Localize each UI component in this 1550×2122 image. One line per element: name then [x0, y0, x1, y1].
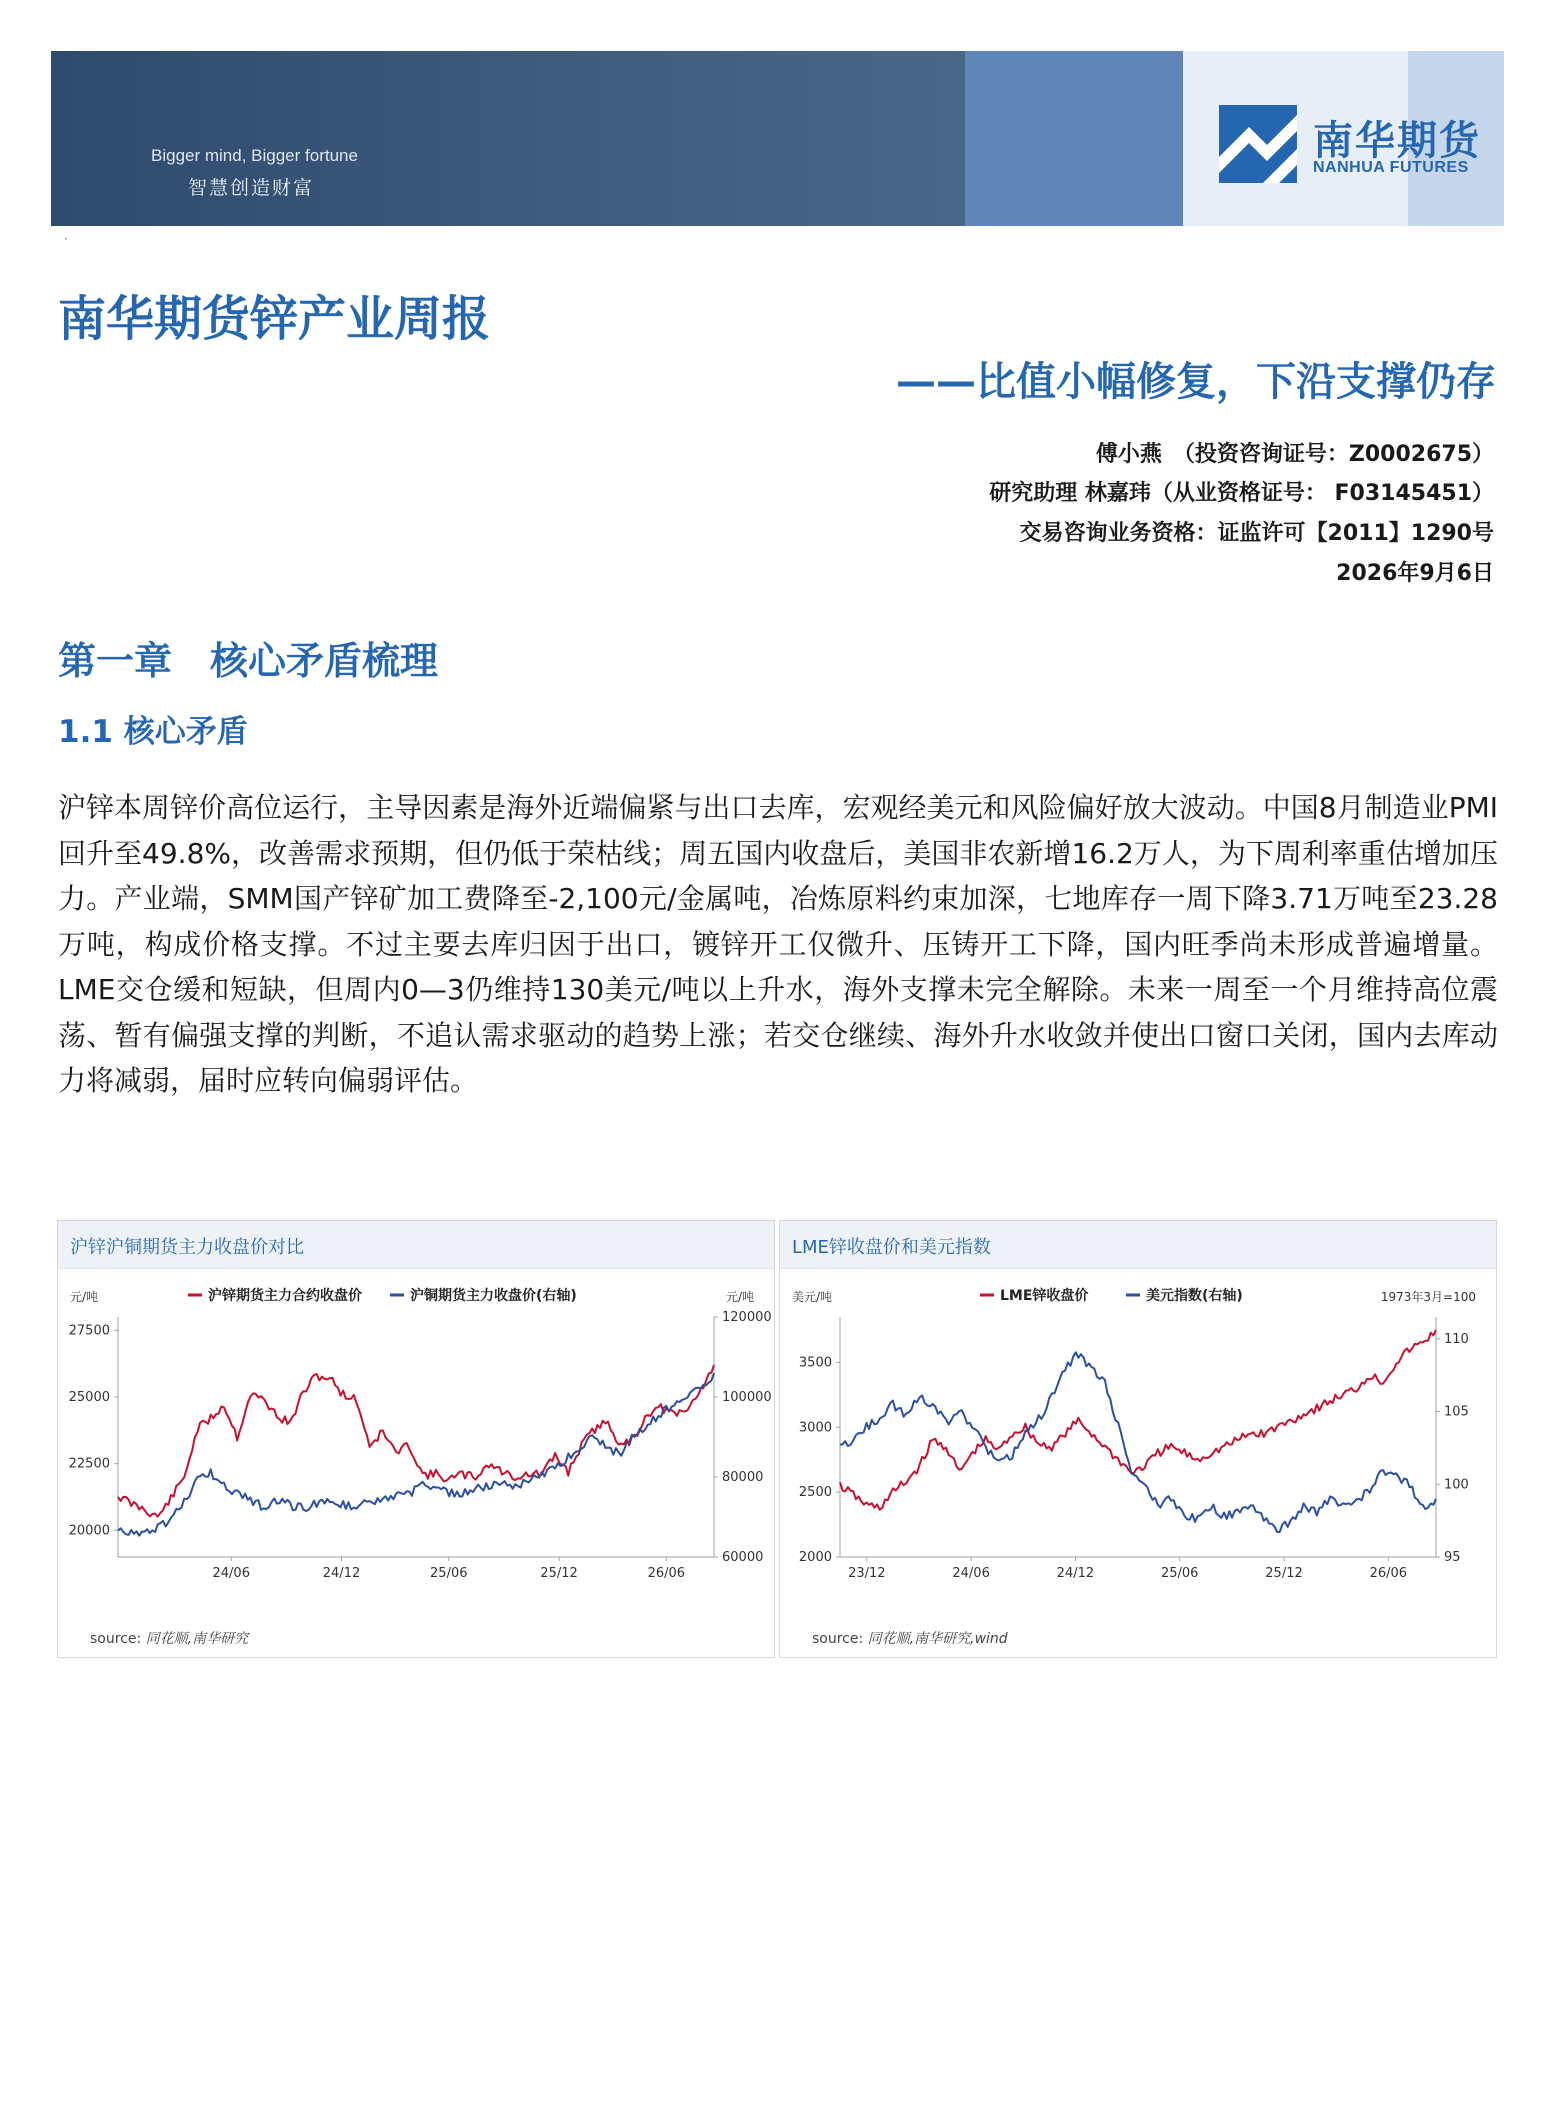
- x-tick-label: 24/06: [212, 1566, 250, 1581]
- y-axis-right-label: 1973年3月=100: [1380, 1290, 1476, 1304]
- legend-label: 沪铜期货主力收盘价(右轴): [410, 1288, 577, 1304]
- y-left-tick-label: 20000: [68, 1523, 110, 1539]
- assistant-line: 研究助理 林嘉玮（从业资格证号： F03145451）: [989, 481, 1494, 506]
- logo-text-chinese: 南华期货: [1313, 118, 1481, 164]
- y-left-tick-label: 3000: [798, 1420, 832, 1436]
- x-tick-label: 26/06: [647, 1566, 686, 1581]
- slogan-chinese: 智慧创造财富: [188, 177, 315, 199]
- page-marker: ·: [64, 232, 68, 246]
- series-line: [118, 1365, 714, 1517]
- x-tick-label: 25/06: [430, 1566, 468, 1581]
- x-tick-label: 25/06: [1160, 1566, 1199, 1581]
- y-axis-left-label: 美元/吨: [792, 1290, 833, 1304]
- y-right-tick-label: 110: [1444, 1331, 1469, 1347]
- source-label: source:: [90, 1631, 142, 1647]
- y-right-tick-label: 105: [1444, 1404, 1469, 1420]
- chart-zinc-copper: [57, 1220, 775, 1658]
- chart-source: [90, 1628, 248, 1648]
- y-right-tick-label: 60000: [722, 1550, 764, 1565]
- y-right-tick-label: 100000: [722, 1390, 772, 1405]
- x-tick-label: 24/06: [952, 1566, 990, 1581]
- x-tick-label: 26/06: [1369, 1566, 1408, 1581]
- header-banner: [51, 51, 1504, 226]
- legend-label: LME锌收盘价: [1000, 1288, 1089, 1304]
- x-tick-label: 24/12: [1056, 1566, 1095, 1581]
- chart-plot: [780, 1269, 1496, 1625]
- section-heading: 1.1 核心矛盾: [58, 714, 248, 750]
- source-label: source:: [812, 1631, 864, 1647]
- license-line: 交易咨询业务资格：证监许可【2011】1290号: [1019, 521, 1494, 546]
- chart-lme-dollar: [779, 1220, 1497, 1658]
- y-left-tick-label: 25000: [68, 1390, 110, 1405]
- x-tick-label: 23/12: [848, 1566, 886, 1581]
- y-right-tick-label: 80000: [722, 1470, 764, 1485]
- report-subtitle: ——比值小幅修复，下沿支撑仍存: [896, 359, 1496, 405]
- x-tick-label: 24/12: [322, 1566, 361, 1581]
- chart-caption: [780, 1221, 1496, 1269]
- series-line: [118, 1373, 714, 1536]
- y-left-tick-label: 2000: [798, 1550, 832, 1565]
- y-axis-right-label: 元/吨: [725, 1290, 754, 1304]
- chart-caption: [58, 1221, 774, 1269]
- legend-label: 美元指数(右轴): [1146, 1288, 1243, 1304]
- y-right-tick-label: 100: [1444, 1477, 1469, 1493]
- y-right-tick-label: 120000: [722, 1310, 772, 1325]
- core-paragraph: 沪锌本周锌价高位运行，主导因素是海外近端偏紧与出口去库，宏观经美元和风险偏好放大波动。中国8月制造业PMI回升至49.8%，改善需求预期，但仍低于荣枯线；周五国内收盘后，美国非农新增16.2万人，为下周利率重估增加压力。产业端，SMM国产锌矿加工费降至-2,100元/金属吨，冶炼原料约束加深，七地库存一周下降3.71万吨至23.28万吨，构成价格支撑。不过主要去库归因于出口，镀锌开工仅微升、压铸开工下降，国内旺季尚未形成普遍增量。LME交仓缓和短缺，但周内0—3仍维持130美元/吨以上升水，海外支撑未完全解除。未来一周至一个月维持高位震荡、暂有偏强支撑的判断，不追认需求驱动的趋势上涨；若交仓继续、海外升水收敛并使出口窗口关闭，国内去库动力将减弱，届时应转向偏弱评估。: [58, 791, 1498, 1097]
- chapter-heading: 第一章 核心矛盾梳理: [58, 639, 439, 683]
- chart-title: LME锌收盘价和美元指数: [792, 1237, 991, 1258]
- source-text: 同花顺,南华研究,wind: [867, 1631, 1008, 1647]
- slogan-english: Bigger mind, Bigger fortune: [151, 146, 358, 165]
- logo-text-english: NANHUA FUTURES: [1313, 159, 1469, 176]
- y-left-tick-label: 3500: [798, 1355, 832, 1371]
- y-left-tick-label: 2500: [798, 1485, 832, 1501]
- chart-title: 沪锌沪铜期货主力收盘价对比: [70, 1237, 304, 1258]
- x-tick-label: 25/12: [1265, 1566, 1303, 1581]
- x-tick-label: 25/12: [540, 1566, 578, 1581]
- source-text: 同花顺,南华研究: [145, 1631, 249, 1647]
- y-right-tick-label: 95: [1444, 1550, 1461, 1565]
- legend-label: 沪锌期货主力合约收盘价: [208, 1288, 362, 1304]
- chart-source: [812, 1628, 1008, 1648]
- y-left-tick-label: 22500: [68, 1456, 110, 1472]
- banner-band-blue: [965, 51, 1183, 226]
- y-axis-left-label: 元/吨: [70, 1290, 99, 1304]
- author-line: 傅小燕 （投资咨询证号：Z0002675）: [1095, 442, 1494, 467]
- chart-plot: [58, 1269, 774, 1625]
- y-left-tick-label: 27500: [68, 1323, 110, 1339]
- report-date: 2026年9月6日: [1336, 561, 1494, 586]
- series-line: [840, 1330, 1436, 1510]
- report-title: 南华期货锌产业周报: [58, 291, 491, 347]
- nanhua-logo-icon: [1219, 105, 1297, 183]
